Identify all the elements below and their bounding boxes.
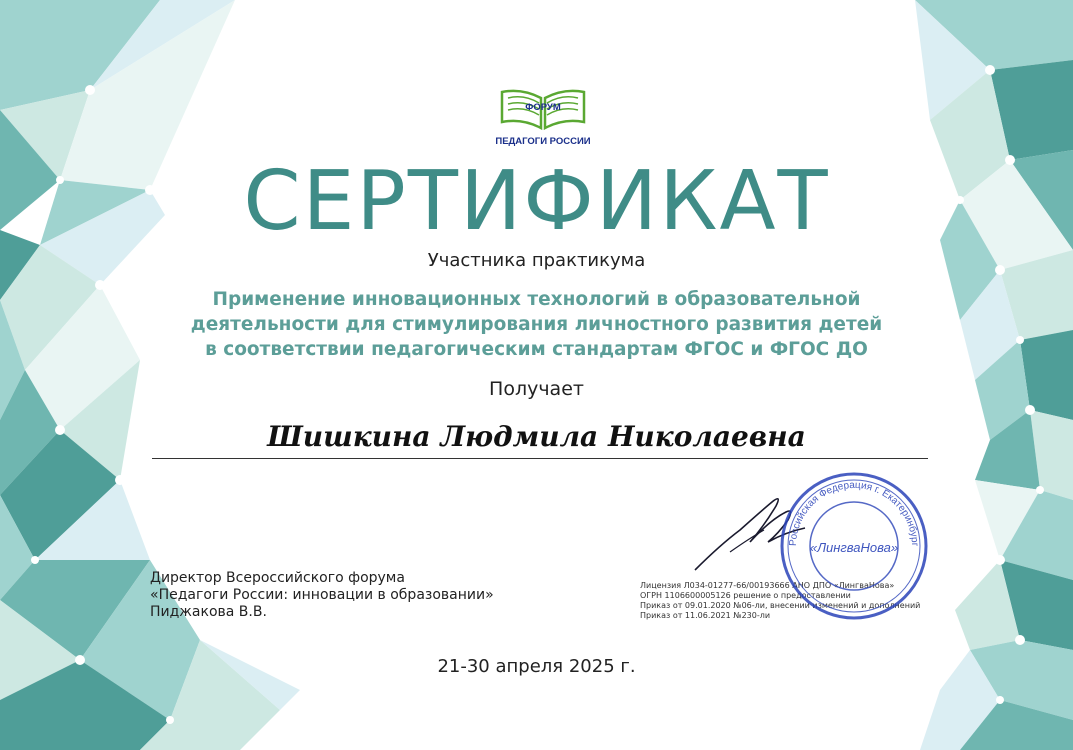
recipient-name: Шишкина Людмила Николаевна xyxy=(267,420,806,453)
director-line-1: Директор Всероссийского форума xyxy=(150,570,405,586)
right-polygons xyxy=(915,0,1073,750)
stamp-ring-text: Российская Федерация г. Екатеринбург xyxy=(787,479,921,547)
license-line-2: ОГРН 1106600005126 решение о предоставлении xyxy=(640,591,851,600)
course-line-1: Применение инновационных технологий в образовательной xyxy=(212,289,861,310)
name-underline xyxy=(152,458,928,459)
book-icon xyxy=(488,84,598,148)
course-title xyxy=(0,287,1073,362)
director-line-2: «Педагоги России: инновации в образовании» xyxy=(150,587,494,603)
left-polygons xyxy=(0,0,300,750)
license-line-4: Приказ от 11.06.2021 №230-ли xyxy=(640,611,771,620)
forum-logo xyxy=(488,84,598,148)
receives-label: Получает xyxy=(489,378,584,400)
director-line-3: Пиджакова В.В. xyxy=(150,604,267,620)
director-block xyxy=(150,570,494,621)
logo-line2: ПЕДАГОГИ РОССИИ xyxy=(495,136,591,147)
license-line-3: Приказ от 09.01.2020 №06-ли, внесении изменений и дополнений xyxy=(640,601,921,610)
license-line-1: Лицензия Л034-01277-66/00193666 АНО ДПО «ЛингваНова» xyxy=(640,581,895,590)
course-line-3: в соответствии педагогическим стандартам ФГОС и ФГОС ДО xyxy=(205,339,868,360)
certificate-subtitle: Участника практикума xyxy=(427,250,646,271)
stamp-center-text: «ЛингваНова» xyxy=(809,540,899,555)
logo-line1: ФОРУМ xyxy=(525,102,561,113)
course-line-2: деятельности для стимулирования личностного развития детей xyxy=(190,314,883,335)
official-stamp xyxy=(778,470,930,622)
certificate-date: 21-30 апреля 2025 г. xyxy=(437,656,636,677)
certificate-title: СЕРТИФИКАТ xyxy=(243,154,830,249)
